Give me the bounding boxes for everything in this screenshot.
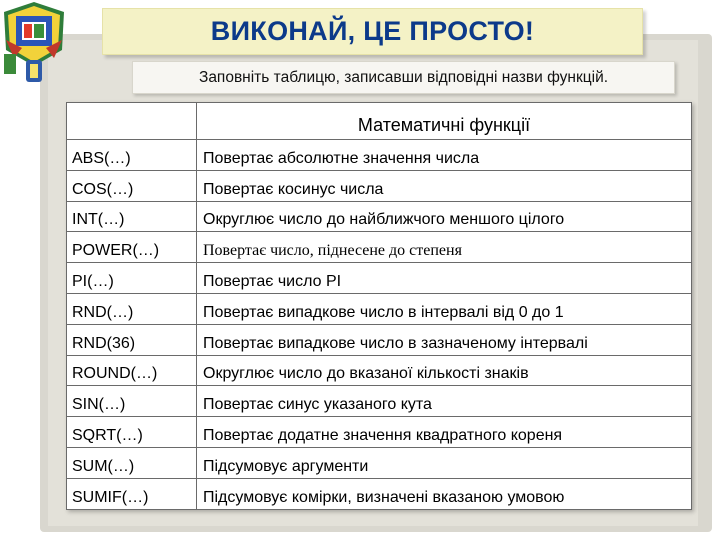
function-desc-cell: Повертає число, піднесене до степеня bbox=[197, 232, 692, 263]
function-name-cell: PI(…) bbox=[67, 263, 197, 294]
function-name-cell: SUM(…) bbox=[67, 447, 197, 478]
table-row bbox=[67, 263, 692, 294]
table-row bbox=[67, 324, 692, 355]
function-desc-cell: Округлює число до найближчого меншого цілого bbox=[197, 201, 692, 232]
math-functions-table bbox=[66, 102, 692, 510]
table-row bbox=[67, 201, 692, 232]
function-desc-cell: Повертає число PI bbox=[197, 263, 692, 294]
table-row bbox=[67, 447, 692, 478]
function-desc-cell: Повертає абсолютне значення числа bbox=[197, 140, 692, 171]
function-name-cell: RND(36) bbox=[67, 324, 197, 355]
function-desc-cell: Повертає косинус числа bbox=[197, 170, 692, 201]
table-row bbox=[67, 170, 692, 201]
function-desc-cell: Підсумовує комірки, визначені вказаною умовою bbox=[197, 478, 692, 509]
table-row bbox=[67, 478, 692, 509]
school-emblem-icon bbox=[0, 0, 68, 86]
table-row bbox=[67, 417, 692, 448]
table-row bbox=[67, 386, 692, 417]
function-desc-cell: Повертає випадкове число в зазначеному інтервалі bbox=[197, 324, 692, 355]
function-name-cell: SIN(…) bbox=[67, 386, 197, 417]
table-header: Математичні функції bbox=[197, 103, 692, 140]
function-desc-cell: Повертає синус указаного кута bbox=[197, 386, 692, 417]
function-name-cell: SQRT(…) bbox=[67, 417, 197, 448]
function-name-cell: ROUND(…) bbox=[67, 355, 197, 386]
function-name-cell: SUMIF(…) bbox=[67, 478, 197, 509]
header-empty-cell bbox=[67, 103, 197, 140]
function-desc-cell: Округлює число до вказаної кількості знаків bbox=[197, 355, 692, 386]
table-row bbox=[67, 140, 692, 171]
page-title: ВИКОНАЙ, ЦЕ ПРОСТО! bbox=[102, 8, 643, 55]
table-row bbox=[67, 355, 692, 386]
table-row bbox=[67, 293, 692, 324]
table-header-row bbox=[67, 103, 692, 140]
function-name-cell: POWER(…) bbox=[67, 232, 197, 263]
function-name-cell: RND(…) bbox=[67, 293, 197, 324]
instruction-text: Заповніть таблицю, записавши відповідні назви функцій. bbox=[132, 61, 675, 94]
function-name-cell: ABS(…) bbox=[67, 140, 197, 171]
function-desc-cell: Повертає додатне значення квадратного кореня bbox=[197, 417, 692, 448]
function-desc-cell: Повертає випадкове число в інтервалі від 0 до 1 bbox=[197, 293, 692, 324]
function-name-cell: INT(…) bbox=[67, 201, 197, 232]
function-name-cell: COS(…) bbox=[67, 170, 197, 201]
function-desc-cell: Підсумовує аргументи bbox=[197, 447, 692, 478]
table-row bbox=[67, 232, 692, 263]
